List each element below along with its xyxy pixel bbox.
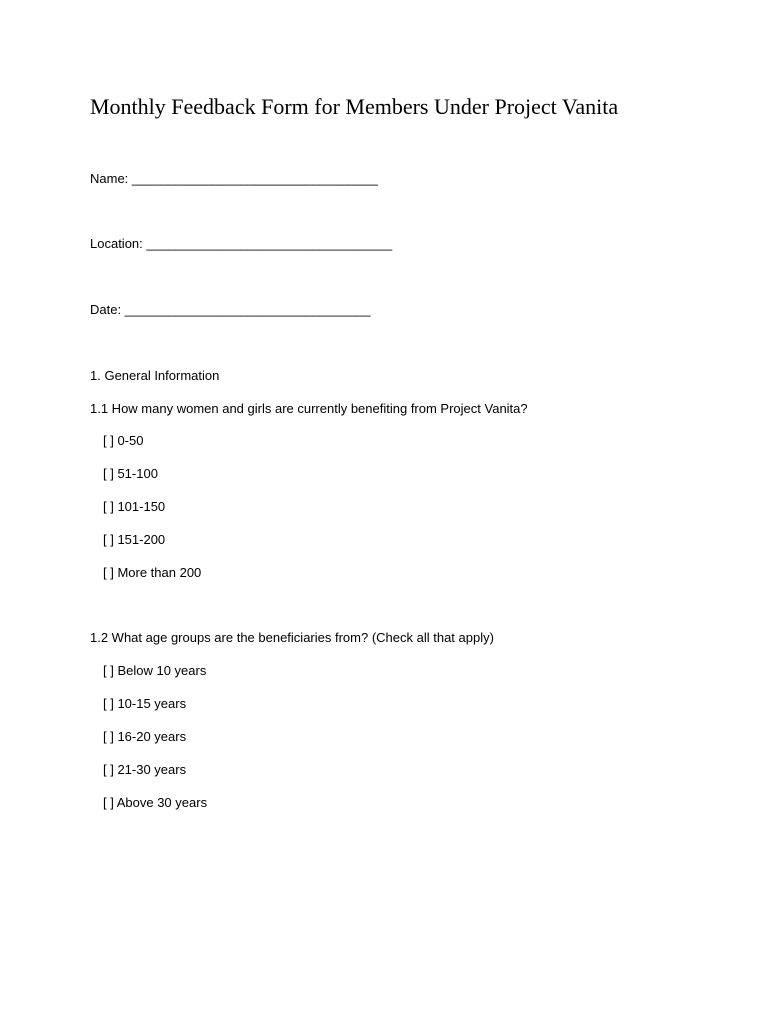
question-1-1-option: [ ] 101-150 — [103, 499, 166, 514]
date-field: Date: __________________________________ — [90, 302, 371, 317]
question-1-1-option: [ ] 0-50 — [103, 433, 144, 448]
question-1-1-option: [ ] More than 200 — [103, 565, 202, 580]
question-1-2-option: [ ] Below 10 years — [103, 663, 207, 678]
question-1-1-option: [ ] 151-200 — [103, 532, 166, 547]
question-1-1: 1.1 How many women and girls are currently benefiting from Project Vanita? — [90, 401, 528, 416]
question-1-1-option: [ ] 51-100 — [103, 466, 158, 481]
question-1-2-option: [ ] 16-20 years — [103, 729, 187, 744]
location-field: Location: __________________________________ — [90, 236, 393, 251]
page-title: Monthly Feedback Form for Members Under Project Vanita — [90, 94, 619, 119]
question-1-2-option: [ ] 21-30 years — [103, 762, 187, 777]
section-heading: 1. General Information — [90, 368, 220, 383]
question-1-2: 1.2 What age groups are the beneficiaries from? (Check all that apply) — [90, 630, 494, 645]
name-field: Name: __________________________________ — [90, 171, 378, 186]
question-1-2-option: [ ] 10-15 years — [103, 696, 187, 711]
question-1-2-option: [ ] Above 30 years — [103, 795, 208, 810]
